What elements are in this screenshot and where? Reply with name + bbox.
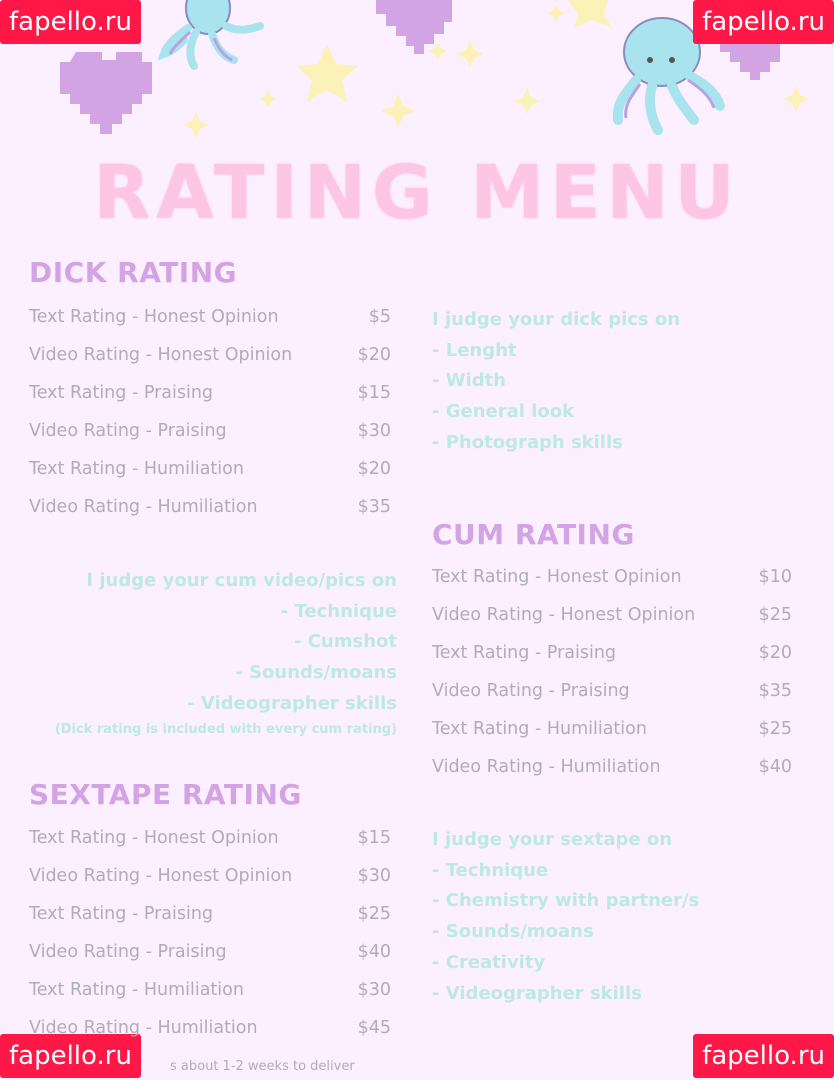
price-row — [29, 412, 391, 450]
item-price: $30 — [357, 421, 391, 441]
price-list-sextape — [29, 819, 391, 1047]
pixel-heart-icon — [720, 44, 780, 80]
item-price: $20 — [357, 345, 391, 365]
item-price: $10 — [758, 567, 792, 587]
price-row — [432, 748, 792, 786]
item-label: Video Rating - Humiliation — [432, 757, 661, 777]
section-heading-dick: DICK RATING — [29, 256, 238, 289]
price-list-cum — [432, 558, 792, 786]
watermark-bottom-left: fapello.ru — [0, 1034, 141, 1078]
price-row — [432, 596, 792, 634]
item-label: Video Rating - Humiliation — [29, 1018, 258, 1038]
item-label: Video Rating - Praising — [29, 942, 227, 962]
price-row — [432, 558, 792, 596]
item-price: $15 — [357, 383, 391, 403]
item-label: Text Rating - Praising — [29, 904, 214, 924]
item-label: Text Rating - Honest Opinion — [29, 307, 279, 327]
item-label: Text Rating - Praising — [432, 643, 617, 663]
watermark-top-left: fapello.ru — [0, 0, 141, 44]
criteria-line: I judge your dick pics on — [432, 309, 681, 330]
price-row — [432, 672, 792, 710]
item-price: $40 — [758, 757, 792, 777]
criteria-dick — [432, 305, 680, 459]
criteria-line: - Technique — [280, 600, 397, 622]
price-row — [29, 1009, 391, 1047]
item-label: Text Rating - Honest Opinion — [432, 567, 682, 587]
item-label: Text Rating - Humiliation — [29, 980, 244, 1000]
item-price: $20 — [758, 643, 792, 663]
criteria-line: I judge your sextape on — [432, 829, 673, 850]
criteria-line: - Videographer skills — [432, 982, 642, 1004]
item-price: $5 — [368, 307, 391, 327]
price-row — [29, 933, 391, 971]
price-row — [29, 450, 391, 488]
item-price: $30 — [357, 866, 391, 886]
item-label: Text Rating - Humiliation — [29, 459, 244, 479]
price-row — [29, 971, 391, 1009]
item-price: $35 — [357, 497, 391, 517]
criteria-line: - Technique — [432, 859, 549, 881]
footer-note: s about 1-2 weeks to deliver — [170, 1059, 355, 1074]
page-title: RATING MENU — [93, 150, 741, 236]
item-price: $25 — [758, 605, 792, 625]
criteria-line: - Chemistry with partner/s — [432, 890, 700, 912]
item-label: Video Rating - Honest Opinion — [29, 345, 293, 365]
item-price: $30 — [357, 980, 391, 1000]
criteria-line: - Photograph skills — [432, 431, 623, 453]
watermark-bottom-right: fapello.ru — [693, 1034, 834, 1078]
item-label: Video Rating - Praising — [29, 421, 227, 441]
criteria-line: - Creativity — [432, 951, 546, 973]
item-price: $25 — [758, 719, 792, 739]
item-price: $40 — [357, 942, 391, 962]
cum-note: (Dick rating is included with every cum rating) — [54, 722, 397, 737]
item-label: Text Rating - Praising — [29, 383, 214, 403]
item-label: Text Rating - Humiliation — [432, 719, 647, 739]
item-label: Video Rating - Praising — [432, 681, 630, 701]
item-label: Video Rating - Humiliation — [29, 497, 258, 517]
price-row — [29, 374, 391, 412]
item-price: $20 — [357, 459, 391, 479]
watermark-top-right: fapello.ru — [693, 0, 834, 44]
criteria-line: - Sounds/moans — [432, 921, 594, 943]
item-price: $45 — [357, 1018, 391, 1038]
price-row — [432, 710, 792, 748]
criteria-line: - Sounds/moans — [235, 662, 397, 684]
criteria-line: - General look — [432, 401, 575, 423]
price-row — [29, 336, 391, 374]
criteria-line: I judge your cum video/pics on — [86, 570, 397, 591]
price-row — [29, 488, 391, 526]
criteria-line: - Lenght — [432, 339, 517, 361]
item-price: $25 — [357, 904, 391, 924]
price-row — [29, 819, 391, 857]
item-label: Video Rating - Honest Opinion — [29, 866, 293, 886]
price-row — [29, 895, 391, 933]
section-heading-cum: CUM RATING — [432, 518, 635, 551]
price-row — [29, 298, 391, 336]
criteria-sextape — [432, 825, 699, 1009]
criteria-cum — [60, 566, 397, 720]
item-label: Text Rating - Honest Opinion — [29, 828, 279, 848]
criteria-line: - Cumshot — [293, 631, 397, 653]
price-row — [29, 857, 391, 895]
price-row — [432, 634, 792, 672]
item-price: $35 — [758, 681, 792, 701]
item-label: Video Rating - Honest Opinion — [432, 605, 696, 625]
section-heading-sextape: SEXTAPE RATING — [29, 778, 302, 811]
price-list-dick — [29, 298, 391, 526]
item-price: $15 — [357, 828, 391, 848]
octopus-icon — [164, 0, 260, 66]
pixel-heart-icon — [60, 52, 152, 134]
criteria-line: - Videographer skills — [187, 692, 397, 714]
criteria-line: - Width — [432, 370, 507, 392]
